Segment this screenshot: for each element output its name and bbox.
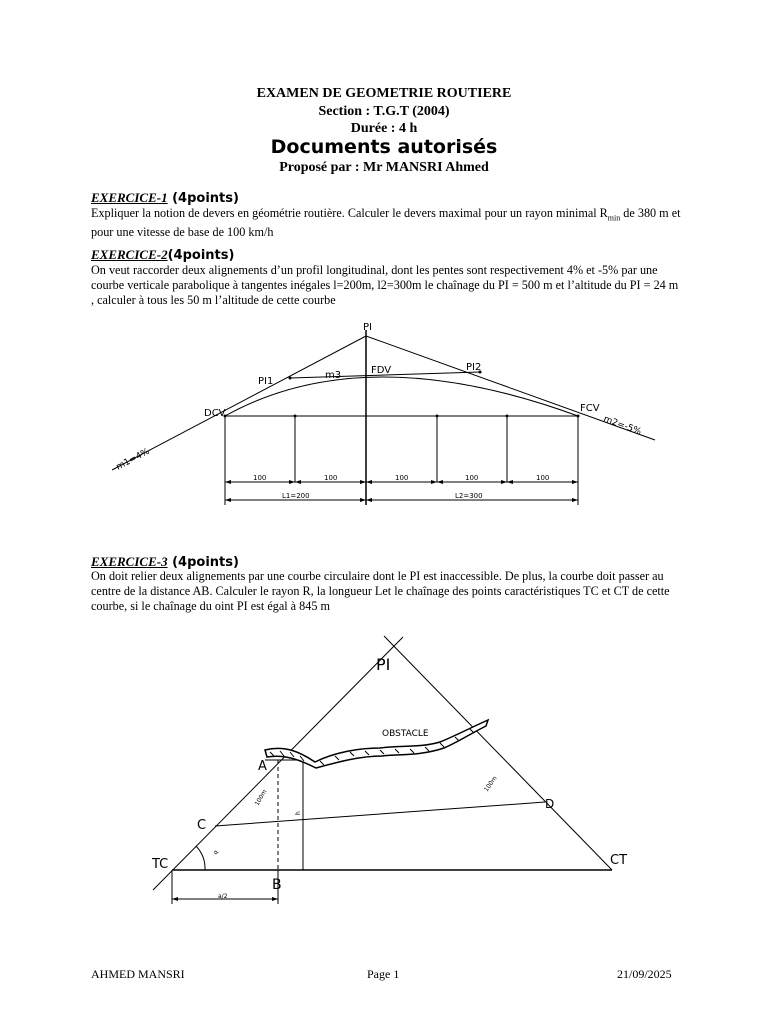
exam-title: EXAMEN DE GEOMETRIE ROUTIERE <box>256 86 512 101</box>
exercise2-text: On veut raccorder deux alignements d’un profil longitudinal, dont les pentes sont respectivement 4% et -5% par une courbe verticale parabolique à tangentes inégales l=200m, l2=300m le chaînage du PI = 500 m et l’altitude du PI = 24 m , calculer à tous les 50 m l’altitude de cette courbe <box>91 263 679 307</box>
exercise1-points: (4points) <box>167 191 239 206</box>
label-d: D <box>545 797 555 811</box>
documents-allowed: Documents autorisés <box>270 136 498 158</box>
footer-date: 21/09/2025 <box>617 967 672 981</box>
label-pi: PI <box>376 655 391 674</box>
label-obstacle: OBSTACLE <box>382 729 429 739</box>
label-c: C <box>197 818 207 833</box>
exercise3-text: On doit relier deux alignements par une courbe circulaire dont le PI est inaccessible. De plus, la courbe doit passer au centre de la distance AB. Calculer le rayon R, la longueur Let le chaînage des points caractéristiques TC et CT de cette courbe, si le chaînage du oint PI est égal à 845 m <box>91 569 670 613</box>
label-l1: L1=200 <box>282 492 310 500</box>
exercise1-text-a: Expliquer la notion de devers en géométrie routière. Calculer le devers maximal pour un rayon minimal R <box>91 206 608 220</box>
tangent-left <box>112 336 366 470</box>
svg-text:a/2: a/2 <box>218 893 228 900</box>
exercise1-title: EXERCICE-1 <box>91 190 168 205</box>
label-m3: m3 <box>325 370 342 381</box>
label-seg-1: 100 <box>253 474 267 482</box>
footer-page: Page 1 <box>367 967 400 981</box>
svg-text:α: α <box>212 848 221 857</box>
label-seg-5: 100 <box>536 474 550 482</box>
label-fdv: FDV <box>371 365 392 376</box>
exercise3-title: EXERCICE-3 <box>91 554 168 569</box>
label-m2: m2=-5% <box>601 414 643 438</box>
label-tc: TC <box>152 857 169 872</box>
line-cd <box>215 802 545 826</box>
label-seg-2: 100 <box>324 474 338 482</box>
label-m1: m1=4% <box>114 446 152 473</box>
label-seg-3: 100 <box>395 474 409 482</box>
label-pi1: PI1 <box>258 376 274 387</box>
label-l2: L2=300 <box>455 492 483 500</box>
exercise1-text-b: de 380 m et pour une vitesse de base de 100 km/h <box>91 206 681 240</box>
exam-section: Section : T.G.T (2004) <box>318 104 450 119</box>
exercise1-subscript: min <box>607 213 621 223</box>
label-dcv: DCV <box>204 408 226 419</box>
label-pi2: PI2 <box>466 362 482 373</box>
label-ct: CT <box>610 853 628 868</box>
label-b: B <box>272 877 282 893</box>
footer-author: AHMED MANSRI <box>91 967 185 981</box>
svg-text:100m: 100m <box>482 774 499 794</box>
label-pi: PI <box>363 322 372 333</box>
exercise3-heading <box>91 554 239 570</box>
exercise2-points: (4points) <box>167 248 235 263</box>
exam-duration: Durée : 4 h <box>350 121 418 136</box>
exercise2-title: EXERCICE-2 <box>91 247 168 262</box>
label-a: A <box>258 759 267 774</box>
label-fcv: FCV <box>580 403 600 414</box>
exercise3-points: (4points) <box>167 555 239 570</box>
obstacle-shape <box>265 720 488 768</box>
inaccessible-pi-diagram <box>0 620 768 920</box>
svg-text:100m: 100m <box>253 788 269 807</box>
exam-author: Proposé par : Mr MANSRI Ahmed <box>279 160 489 175</box>
label-seg-4: 100 <box>465 474 479 482</box>
svg-text:h: h <box>295 811 302 815</box>
